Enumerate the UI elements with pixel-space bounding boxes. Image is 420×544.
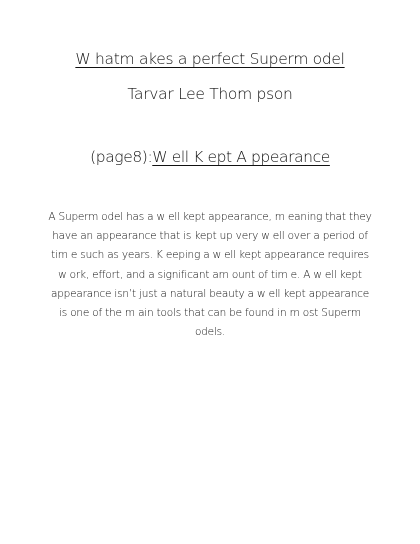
section-heading (0, 148, 420, 166)
document-title: W hatm akes a perfect Superm odel (75, 50, 345, 68)
body-paragraph: A Superm odel has a w ell kept appearance, m eaning that they have an appearance that is kept up very w ell over a period of tim e such as years. K eeping a w ell kept appearance requires w ork, effort, and a significant am ount of tim e. A w ell kept appearance isn’t just a natural beauty a w ell kept appearance is one of the m ain tools that can be found in m ost Superm odels. (48, 211, 372, 339)
section-page-prefix: (page8): (90, 148, 153, 166)
author-name: Tarvar Lee Thom pson (127, 85, 293, 103)
section-title: W ell K ept A ppearance (152, 148, 330, 166)
